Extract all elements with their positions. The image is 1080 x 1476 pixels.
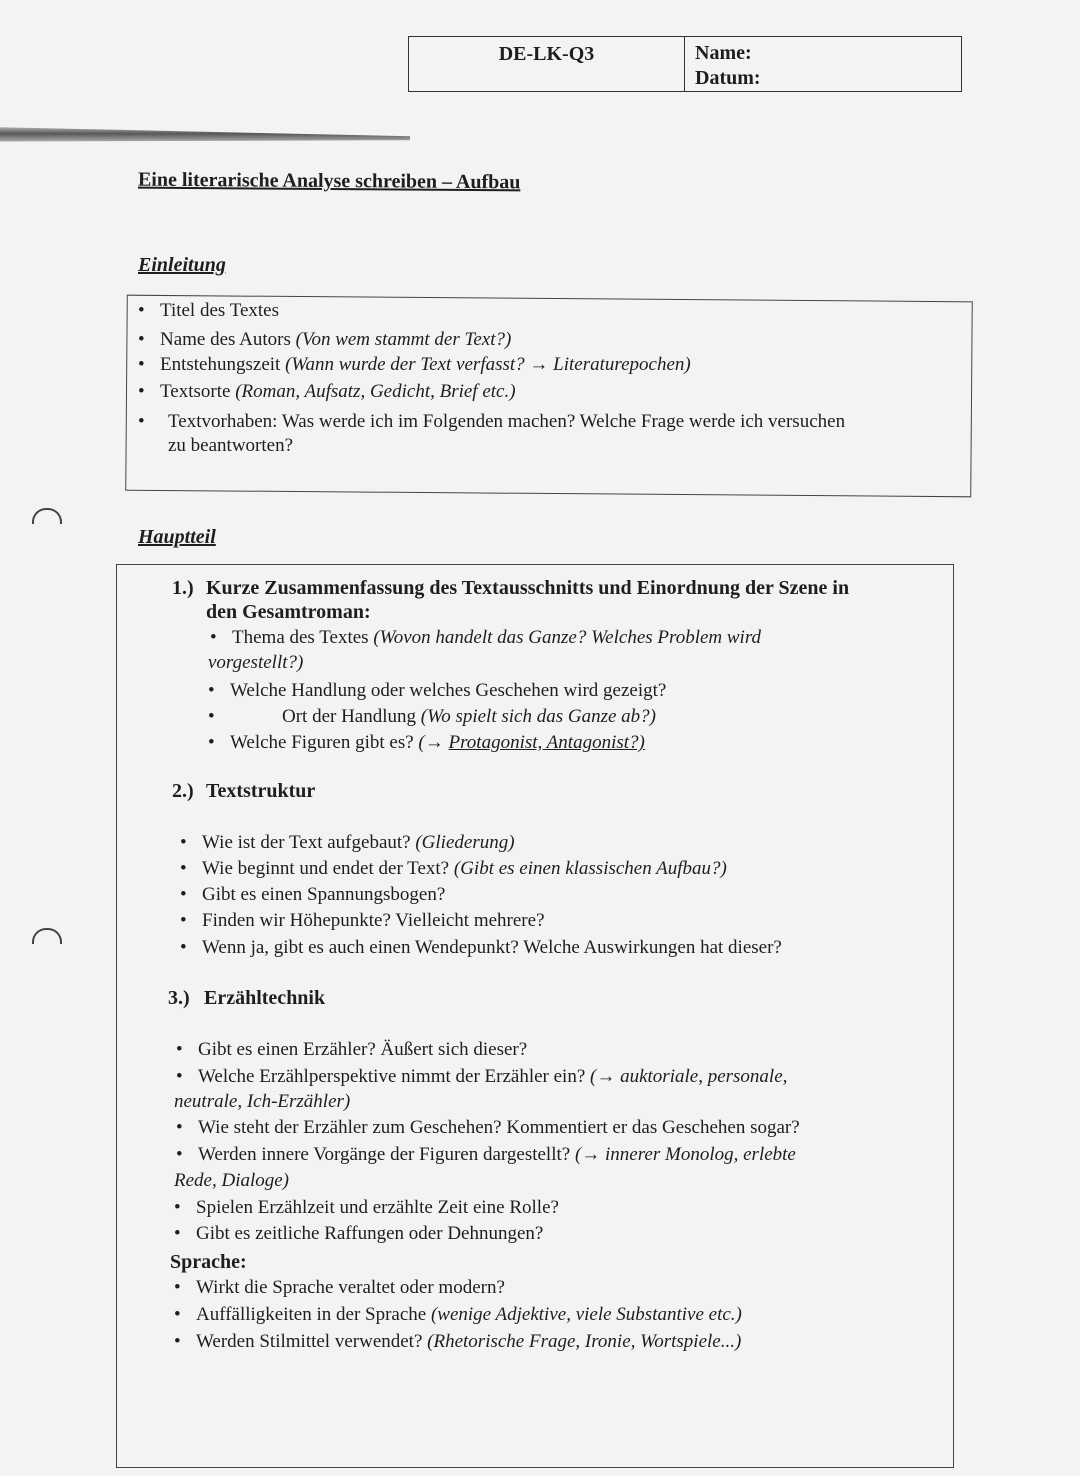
list-item: • Titel des Textes [138,300,280,321]
section-1-number: 1.) [172,577,194,599]
list-item: • Finden wir Höhepunkte? Vielleicht mehrere? [180,910,545,931]
list-item: • Thema des Textes (Wovon handelt das Ganze? Welches Problem wird [210,627,762,648]
list-item: • Werden Stilmittel verwendet? (Rhetorische Frage, Ironie, Wortspiele...) [174,1331,742,1352]
list-item-continuation: Rede, Dialoge) [174,1170,290,1191]
list-item: • Textsorte (Roman, Aufsatz, Gedicht, Brief etc.) [138,381,516,402]
section-3-title: Erzähltechnik [204,987,326,1009]
list-item: • Gibt es zeitliche Raffungen oder Dehnungen? [174,1223,544,1244]
section-1-title-cont: den Gesamtroman: [206,601,371,623]
list-item: • Welche Handlung oder welches Geschehen wird gezeigt? [208,680,667,701]
list-item-continuation: zu beantworten? [168,435,294,456]
list-item: • Welche Figuren gibt es? (→ Protagonist, Antagonist?) [208,732,645,753]
section-1-title: Kurze Zusammenfassung des Textausschnitts und Einordnung der Szene in [206,577,850,599]
name-date-fields [685,37,961,91]
header-table [408,36,962,92]
list-item: • Gibt es einen Spannungsbogen? [180,884,446,905]
section-3-number: 3.) [168,987,190,1009]
date-label: Datum: [695,67,761,89]
list-item: • Wenn ja, gibt es auch einen Wendepunkt? Welche Auswirkungen hat dieser? [180,937,782,958]
document-title: Eine literarische Analyse schreiben – Aufbau [137,168,521,194]
list-item-continuation: neutrale, Ich-Erzähler) [174,1091,351,1112]
list-item: • Spielen Erzählzeit und erzählte Zeit eine Rolle? [174,1197,559,1218]
list-item: • Entstehungszeit (Wann wurde der Text verfasst? → Literaturepochen) [138,354,691,375]
list-item: • Gibt es einen Erzähler? Äußert sich dieser? [176,1039,528,1060]
list-item-continuation: vorgestellt?) [208,652,304,673]
list-item: • Name des Autors (Von wem stammt der Text?) [138,329,512,350]
heading-hauptteil: Hauptteil [138,526,216,548]
list-item: • Wie ist der Text aufgebaut? (Gliederung) [180,832,515,853]
punch-hole-mark [32,928,62,944]
list-item: • Ort der Handlung (Wo spielt sich das Ganze ab?) [208,706,656,727]
punch-hole-mark [32,508,62,524]
section-2-number: 2.) [172,780,194,802]
list-item: • Auffälligkeiten in der Sprache (wenige Adjektive, viele Substantive etc.) [174,1304,742,1325]
list-item: • Wie steht der Erzähler zum Geschehen? Kommentiert er das Geschehen sogar? [176,1117,800,1138]
list-item: • Textvorhaben: Was werde ich im Folgenden machen? Welche Frage werde ich versuchen [138,411,846,432]
name-label: Name: [695,42,752,64]
section-2-title: Textstruktur [206,780,316,802]
course-code: DE-LK-Q3 [409,37,685,91]
sprache-title: Sprache: [170,1251,247,1273]
list-item: • Werden innere Vorgänge der Figuren dargestellt? (→ innerer Monolog, erlebte [176,1144,796,1165]
list-item: • Wirkt die Sprache veraltet oder modern? [174,1277,505,1298]
list-item: • Welche Erzählperspektive nimmt der Erzähler ein? (→ auktoriale, personale, [176,1066,788,1087]
scan-shadow [0,122,410,148]
heading-einleitung: Einleitung [138,254,226,276]
list-item: • Wie beginnt und endet der Text? (Gibt es einen klassischen Aufbau?) [180,858,727,879]
